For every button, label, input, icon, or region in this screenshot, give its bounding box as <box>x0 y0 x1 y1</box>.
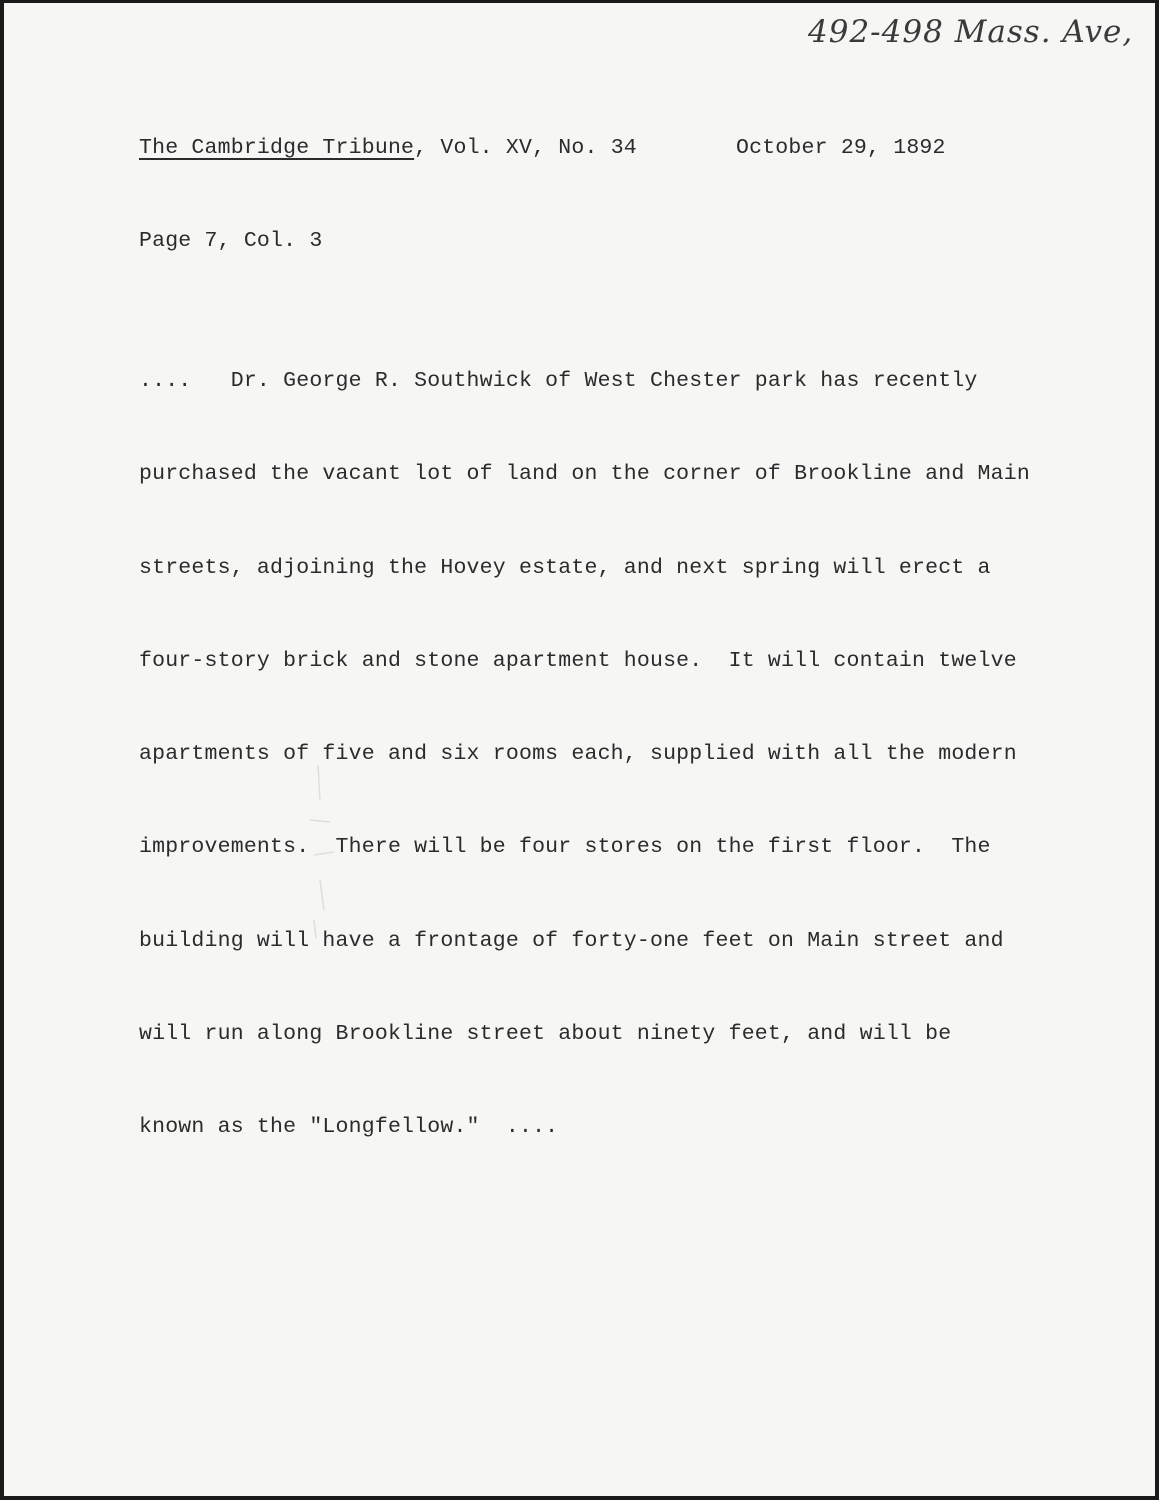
header-separator: , <box>414 136 441 160</box>
scan-edge-bottom <box>0 1496 1159 1500</box>
article-body <box>139 318 1119 1206</box>
newspaper-title: The Cambridge Tribune <box>139 136 415 160</box>
article-line: .... Dr. George R. Southwick of West Chester park has recently <box>139 369 978 393</box>
publication-date: October 29, 1892 <box>736 136 946 160</box>
article-line: will run along Brookline street about ninety feet, and will be <box>139 1022 952 1047</box>
article-line: improvements. There will be four stores on the first floor. The <box>139 835 991 860</box>
article-line: streets, adjoining the Hovey estate, and next spring will erect a <box>139 555 991 580</box>
article-line: building will have a frontage of forty-one feet on Main street and <box>139 928 1004 953</box>
bleed-through-mark <box>300 760 360 940</box>
article-line: four-story brick and stone apartment house. It will contain twelve <box>139 648 1017 673</box>
scan-edge-right <box>1155 0 1159 1500</box>
article-line: purchased the vacant lot of land on the corner of Brookline and Main <box>139 462 1030 487</box>
citation-header <box>139 136 637 160</box>
scan-edge-top <box>0 0 1159 3</box>
page-column-reference: Page 7, Col. 3 <box>139 229 323 253</box>
article-line: known as the "Longfellow." .... <box>139 1115 559 1140</box>
scan-edge-left <box>0 0 4 1500</box>
volume-number: Vol. XV, No. 34 <box>440 136 637 160</box>
handwritten-address-note: 492-498 Mass. Ave, <box>808 14 1134 50</box>
article-line: apartments of five and six rooms each, supplied with all the modern <box>139 742 1017 767</box>
